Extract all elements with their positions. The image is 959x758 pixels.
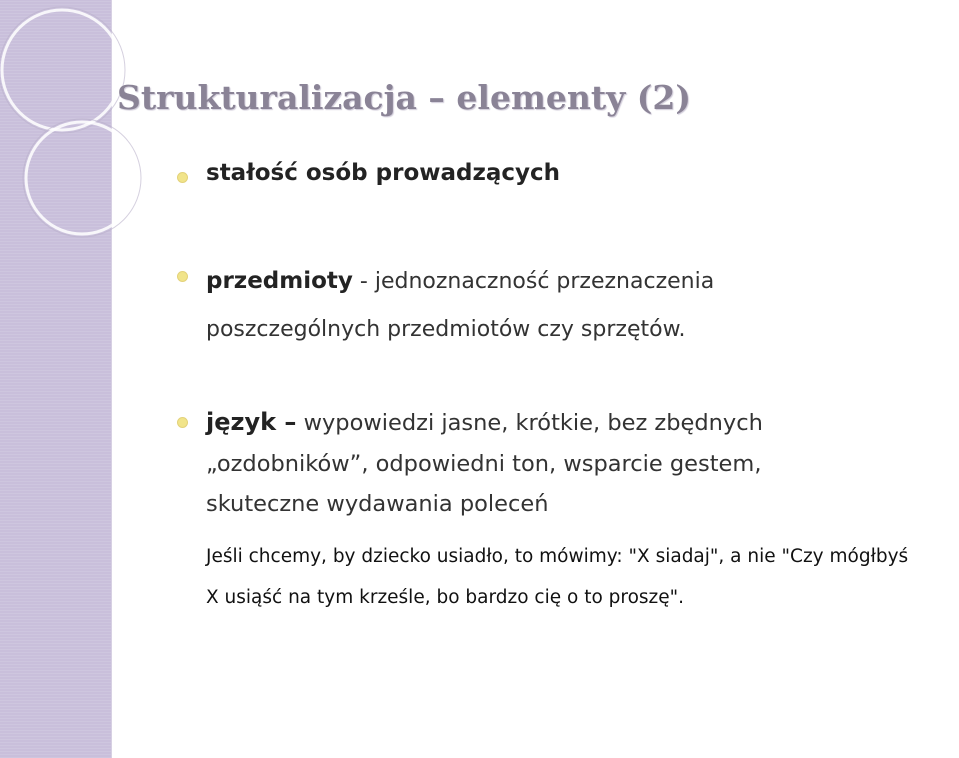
bullet-text: „ozdobników”, odpowiedni ton, wsparcie gestem, bbox=[206, 451, 762, 477]
bullet-language bbox=[206, 402, 763, 524]
bullet-objects bbox=[206, 257, 714, 354]
bullet-text: - jednoznaczność przeznaczenia bbox=[352, 269, 715, 294]
bullet-text: wypowiedzi jasne, krótkie, bez zbędnych bbox=[296, 410, 763, 436]
bullet-keyword: stałość osób prowadzących bbox=[206, 160, 561, 186]
bullet-marker bbox=[177, 271, 188, 282]
bullet-keyword: język – bbox=[206, 408, 297, 436]
decorative-circles bbox=[0, 0, 959, 260]
slide-title: Strukturalizacja – elementy (2) bbox=[117, 78, 691, 117]
example-note-line: X usiąść na tym krześle, bo bardzo cię o to proszę". bbox=[206, 587, 685, 608]
bullet-line bbox=[206, 257, 714, 306]
bullet-line bbox=[206, 402, 763, 444]
bullet-staff-consistency bbox=[206, 160, 560, 186]
example-note-line: Jeśli chcemy, by dziecko usiadło, to mówimy: "X siadaj", a nie "Czy mógłbyś bbox=[206, 546, 909, 567]
bullet-text: poszczególnych przedmiotów czy sprzętów. bbox=[206, 317, 686, 342]
decorative-sidebar bbox=[0, 0, 112, 758]
bullet-marker bbox=[177, 417, 188, 428]
bullet-text: skuteczne wydawania poleceń bbox=[206, 491, 549, 517]
bullet-line bbox=[206, 160, 560, 186]
bullet-keyword: przedmioty bbox=[206, 268, 353, 294]
bullet-marker bbox=[177, 172, 188, 183]
